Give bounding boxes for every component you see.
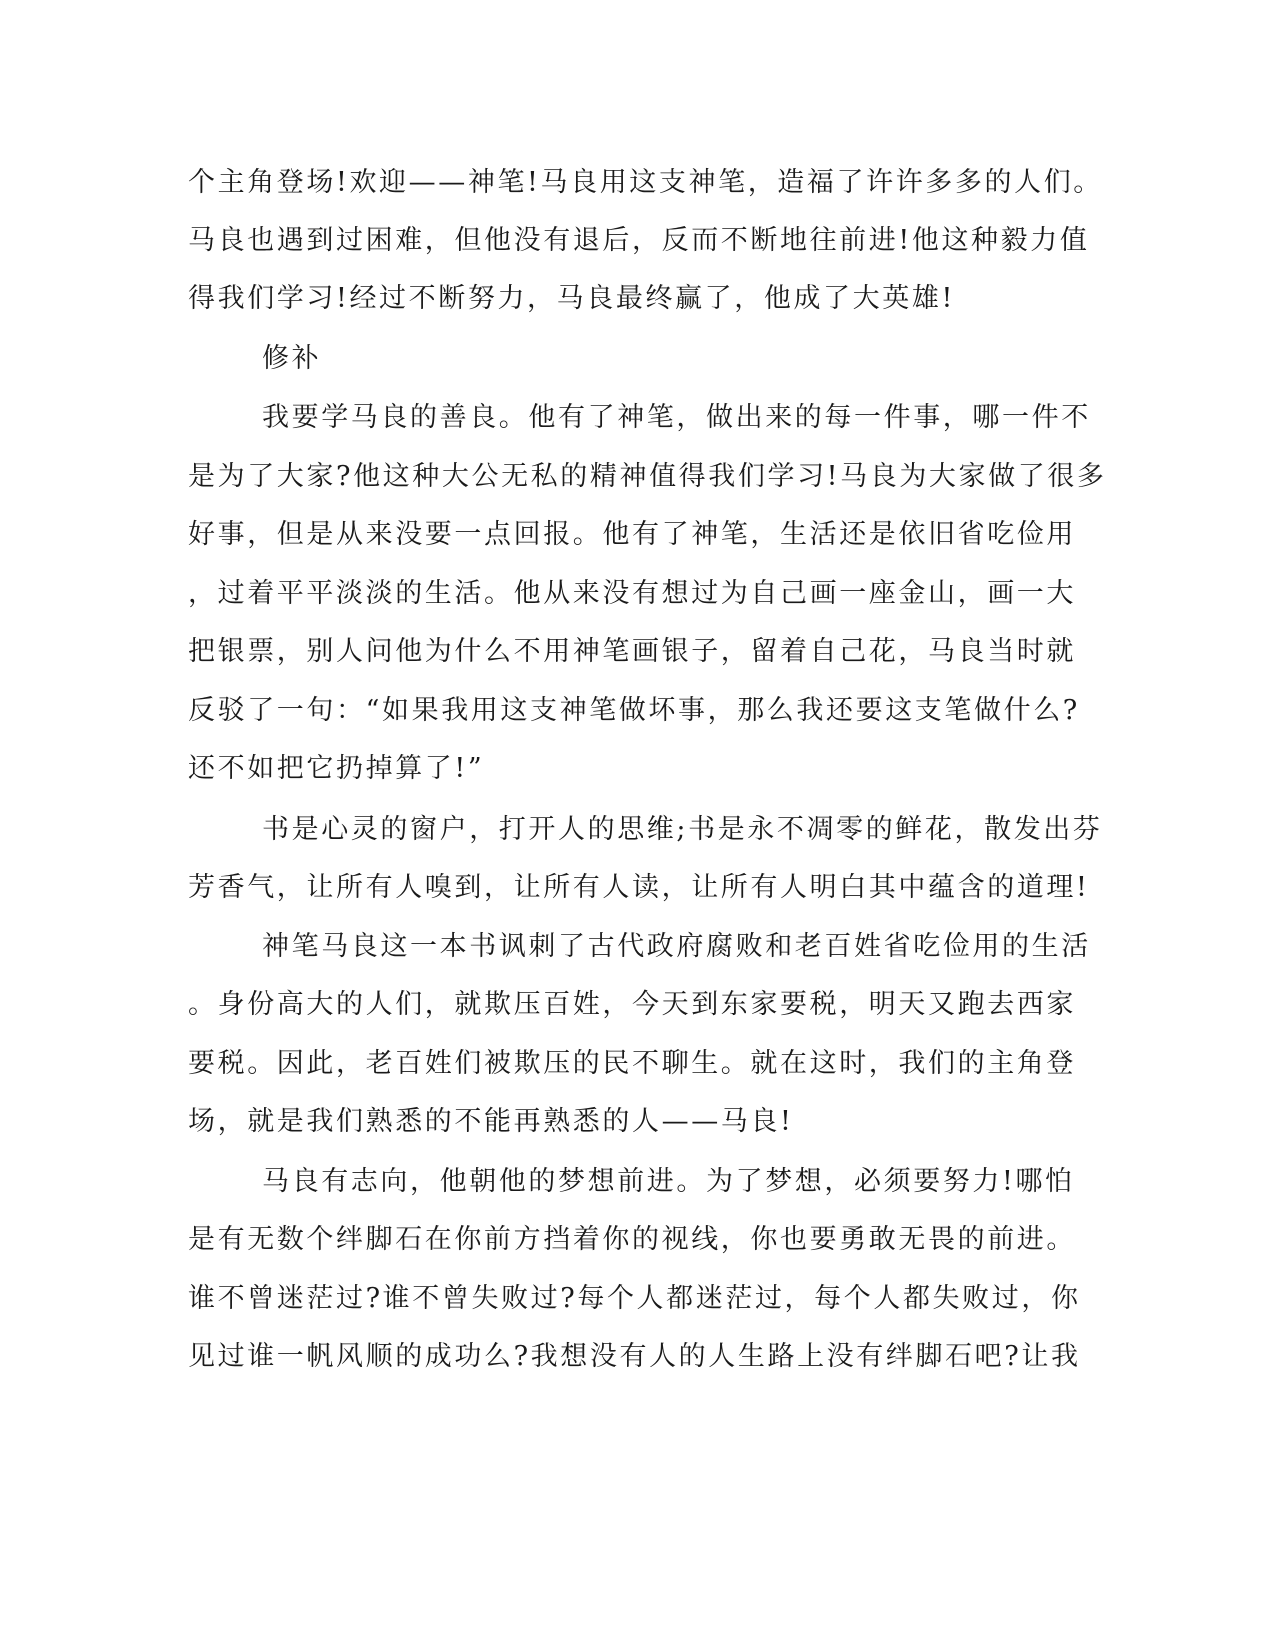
- text-line: 我要学马良的善良。他有了神笔，做出来的每一件事，哪一件不: [262, 402, 1091, 433]
- text-line: 。身份高大的人们，就欺压百姓，今天到东家要税，明天又跑去西家: [188, 989, 1076, 1020]
- text-line: 还不如把它扔掉算了!”: [188, 753, 485, 784]
- text-line: 个主角登场!欢迎——神笔!马良用这支神笔，造福了许许多多的人们。: [188, 167, 1103, 198]
- text-line: 是为了大家?他这种大公无私的精神值得我们学习!马良为大家做了很多: [188, 461, 1107, 492]
- text-line: 场，就是我们熟悉的不能再熟悉的人——马良!: [188, 1106, 794, 1137]
- text-line: 把银票，别人问他为什么不用神笔画银子，留着自己花，马良当时就: [188, 636, 1076, 667]
- section-heading: 修补: [262, 343, 322, 374]
- text-line: 好事，但是从来没要一点回报。他有了神笔，生活还是依旧省吃俭用: [188, 519, 1076, 550]
- text-line: 见过谁一帆风顺的成功么?我想没有人的人生路上没有绊脚石吧?让我: [188, 1341, 1081, 1372]
- text-line: 得我们学习!经过不断努力，马良最终赢了，他成了大英雄!: [188, 283, 955, 314]
- text-line: 神笔马良这一本书讽刺了古代政府腐败和老百姓省吃俭用的生活: [262, 931, 1091, 962]
- text-line: 要税。因此，老百姓们被欺压的民不聊生。就在这时，我们的主角登: [188, 1048, 1076, 1079]
- text-line: 是有无数个绊脚石在你前方挡着你的视线，你也要勇敢无畏的前进。: [188, 1224, 1076, 1255]
- text-line: 马良有志向，他朝他的梦想前进。为了梦想，必须要努力!哪怕: [262, 1166, 1075, 1197]
- text-line: 芳香气，让所有人嗅到，让所有人读，让所有人明白其中蕴含的道理!: [188, 872, 1090, 903]
- text-line: 反驳了一句：“如果我用这支神笔做坏事，那么我还要这支笔做什么?: [188, 695, 1080, 726]
- text-line: 书是心灵的窗户，打开人的思维;书是永不凋零的鲜花，散发出芬: [262, 814, 1103, 845]
- text-line: 马良也遇到过困难，但他没有退后，反而不断地往前进!他这种毅力值: [188, 225, 1090, 256]
- text-line: ，过着平平淡淡的生活。他从来没有想过为自己画一座金山，画一大: [188, 578, 1076, 609]
- text-line: 谁不曾迷茫过?谁不曾失败过?每个人都迷茫过，每个人都失败过，你: [188, 1283, 1081, 1314]
